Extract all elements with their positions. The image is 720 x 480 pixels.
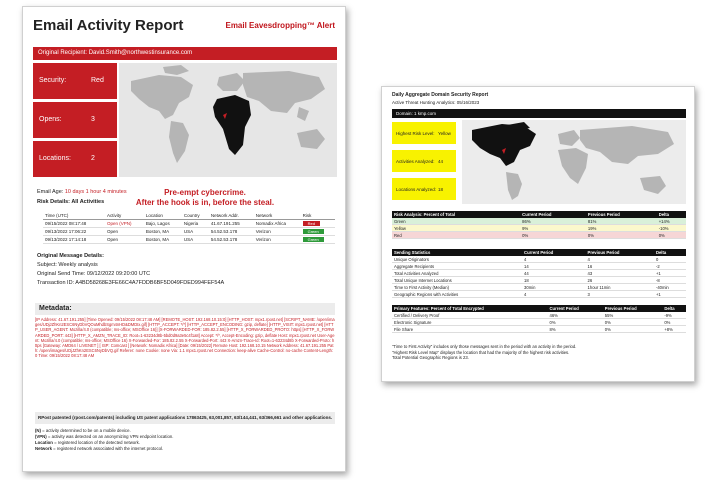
report-title: Email Activity Report (33, 17, 184, 34)
metadata-body: [IP Address: 41.67.191.255] [Time Opened: 09/15/2022 08:17:48 AM] [REMOTE_HOST: 192.168.10.15:0] [HTTP_HOST: mpx1.rpost.net] [SCRIPT_NAME: /open/images/UDjJZhKn2ESC6NyDbVQOuMhdbSgm4nHD&DMDIx.gif] [HTTP_ACCEPT: */*] [HTTP_ACCEPT_ENCODING: gzip, deflate] [HTTP_VISIT: mpx1.rpost.net] [HTTP_USER_AGENT: Mozilla/4.0 (compatible; ms-office; MSOffice 16)] [X-FORWARDED-FOR: 185.82.2.55] [HTTP_X_FORWARDED_PROTO: https] [HTTP_X_FORWARDED_PORT: 443] [HTTP_X_AMZN_TRACE_ID: Root=1-63234d8b-5bd0d9a3e5c4f1a8] Accept: */*, Accept-Encoding: gzip, deflate Host: mpx1.rpost.net User-Agent: Mozilla/4.0 (compatible; ms-office; MSOffice 16) X-Forwarded-For: 185.82.2.55 X-Forwarded-Port: 443 X-Amzn-Trace-Id: Root=1-63234d8b X-Forwarded-Proto: https [Gateway: AMD64 / LIVENET ] [ ISP: Comcast ] [Network: Nomadix Africa] [Date: 09/15/2022] Remote Host: 192.168.10.15 Network Address: 41.67.191.255 Path: /open/images/UDjJZhKn2ESC6NyDbVQ.gif Referer: none Cookie: none Via: 1.1 mpx1.rpost.net Connection: keep-alive Cache-Control: no-cache Content-Length: 0 Time: 09/15/2022 08:17:48 AM (35, 317, 335, 359)
table-row (43, 236, 335, 244)
send-time-line: Original Send Time: 09/12/2022 09:20:00 UTC (37, 271, 151, 277)
activities-label: Activities Analyzed: (396, 159, 435, 164)
table-row: Green 86% 81% +14% (392, 218, 686, 225)
email-age-label: Email Age: (37, 189, 64, 195)
table-row: Electronic Signature 0% 0% 0% (392, 319, 686, 326)
column-header: Risk Analysis: Percent of Total (392, 211, 520, 218)
highest-risk-value: Yellow (438, 131, 451, 136)
table-row: Total Unique Internet Locations 18 26 -8 (392, 277, 686, 284)
subject-line: Subject: Weekly analysis (37, 262, 98, 268)
risk-details-table (43, 212, 335, 244)
table-header-row (392, 249, 686, 256)
column-header: Current Period (522, 249, 586, 256)
cell-time: 09/13/2022 17:14:18 (43, 236, 105, 244)
security-box (33, 63, 117, 99)
table-row (43, 228, 335, 236)
table-row: File Share 8% 0% +8% (392, 326, 686, 333)
table-header-row (392, 305, 686, 312)
cell-risk (301, 220, 335, 228)
summary-subtitle: Active Threat Hunting Analytics: 05/16/2023 (392, 100, 480, 105)
column-header: Network Addr. (209, 212, 254, 220)
risk-details-title: Risk Details: All Activities (37, 199, 105, 205)
column-header: Delta (654, 249, 686, 256)
legend-notes (35, 428, 335, 452)
footnote: "Highest Risk Level Map" displays the location that had the majority of the highest risk activities. (392, 349, 570, 355)
risk-analysis-table (392, 211, 686, 239)
domain-security-report-page (381, 86, 695, 382)
sending-statistics-table (392, 249, 686, 298)
table-row: Geographic Regions with Activities 4 3 +1 (392, 291, 686, 298)
cell-addr: 54.52.53.178 (209, 236, 254, 244)
table-row (43, 220, 335, 228)
footnote: Total Potential Geographic Regions is 23. (392, 355, 469, 360)
column-header: Current Period (548, 305, 603, 312)
table-row: Aggregate Recipients 14 16 -2 (392, 263, 686, 270)
cell-risk (301, 236, 335, 244)
note-item: Network = registered network associated with the internet protocol. (35, 446, 164, 451)
transaction-line: Transaction ID: A4BD58268E3FE66C4A7FDDB6BF5D049FDED994FEF54A (37, 280, 225, 286)
note-item: Location = registered location of the detected network. (35, 440, 140, 445)
column-header: Risk (301, 212, 335, 220)
column-header: Location (144, 212, 182, 220)
cell-activity: Open (105, 228, 144, 236)
world-map (119, 63, 337, 177)
cell-network: Nomadix Africa (254, 220, 301, 228)
risk-badge: Green (303, 229, 324, 234)
column-header: Sending Statistics (392, 249, 522, 256)
cell-addr: 54.52.53.178 (209, 228, 254, 236)
column-header: Delta (657, 211, 686, 218)
cell-activity: Open (VPN) (105, 220, 144, 228)
column-header: Previous Period (603, 305, 663, 312)
summary-footnotes (392, 344, 686, 361)
primary-features-table (392, 305, 686, 333)
column-header: Previous Period (586, 211, 657, 218)
locations-analyzed-label: Locations Analyzed: (396, 187, 437, 192)
preempt-line-2: After the hook is in, before the steal. (135, 198, 275, 207)
original-details-title: Original Message Details: (37, 253, 104, 259)
activities-value: 44 (438, 159, 444, 164)
email-age (37, 189, 127, 195)
column-header: Time (UTC) (43, 212, 105, 220)
patent-notice: RPost patented (rpost.com/patents) including US patent applications 17863425, 63,001,857, 63/144,441, 63/366,661 and other applications. (35, 412, 335, 424)
cell-risk (301, 228, 335, 236)
table-row: Red 0% 0% 0% (392, 232, 686, 239)
column-header: Previous Period (586, 249, 654, 256)
metadata-title: Metadata: (35, 303, 335, 315)
column-header: Activity (105, 212, 144, 220)
summary-title: Daily Aggregate Domain Security Report (392, 92, 489, 98)
column-header: Network (254, 212, 301, 220)
risk-badge: Green (303, 237, 324, 242)
locations-analyzed-box (392, 178, 456, 200)
activities-box (392, 150, 456, 172)
locations-value: 2 (91, 155, 95, 162)
cell-country: USA (182, 228, 209, 236)
locations-box (33, 141, 117, 177)
note-item: (VPN) = activity was detected on an anonymizing VPN endpoint location. (35, 434, 174, 439)
table-row: Total Activities Analyzed 44 43 +1 (392, 270, 686, 277)
column-header: Country (182, 212, 209, 220)
preempt-line-1: Pre-empt cybercrime. (164, 188, 246, 197)
recipient-banner: Original Recipient: David.Smith@northwestinsurance.com (33, 47, 337, 60)
highest-risk-box (392, 122, 456, 144)
security-value: Red (91, 77, 104, 84)
alert-label: Email Eavesdropping™ Alert (225, 21, 335, 30)
note-item: (N) = activity determined to be on a mobile device. (35, 428, 131, 433)
cell-time: 09/13/2022 17:06:22 (43, 228, 105, 236)
opens-label: Opens: (39, 116, 62, 123)
table-header-row (392, 211, 686, 218)
cell-time: 09/15/2022 08:17:48 (43, 220, 105, 228)
cell-addr: 41.67.191.255 (209, 220, 254, 228)
world-map-graphic (119, 63, 337, 177)
cell-location: Bajo, Lagos (144, 220, 182, 228)
risk-badge: Red (303, 221, 320, 226)
highest-risk-label: Highest Risk Level: (396, 131, 435, 136)
opens-box (33, 102, 117, 138)
email-age-value: 10 days 1 hour 4 minutes (64, 189, 127, 195)
cell-country: USA (182, 236, 209, 244)
opens-value: 3 (91, 116, 95, 123)
cell-network: Verizon (254, 228, 301, 236)
risk-map-graphic (462, 120, 686, 204)
column-header: Current Period (520, 211, 586, 218)
cell-location: Boston, MA (144, 228, 182, 236)
cell-location: Boston, MA (144, 236, 182, 244)
footnote: "Time to First Activity" includes only those messages sent in the period with an activity in the period. (392, 344, 577, 349)
column-header: Delta (662, 305, 686, 312)
locations-label: Locations: (39, 155, 71, 162)
cell-activity: Open (105, 236, 144, 244)
table-row: Time to First Activity (Median) 30min 1hour 11min -40min (392, 284, 686, 291)
risk-map (462, 120, 686, 204)
table-row: Yellow 9% 19% -10% (392, 225, 686, 232)
security-label: Security: (39, 77, 67, 84)
cell-network: Verizon (254, 236, 301, 244)
table-row: Unique Originators 4 4 0 (392, 256, 686, 263)
table-row: Certified / Delivery Proof 46% 55% -9% (392, 312, 686, 319)
domain-banner: Domain: 1 kmp.com (392, 109, 686, 118)
cell-country: Nigeria (182, 220, 209, 228)
column-header: Primary Features: Percent of Total Encrypted (392, 305, 548, 312)
table-header-row (43, 212, 335, 220)
report-header (33, 15, 335, 37)
email-activity-report-page (22, 6, 346, 472)
locations-analyzed-value: 18 (438, 187, 444, 192)
